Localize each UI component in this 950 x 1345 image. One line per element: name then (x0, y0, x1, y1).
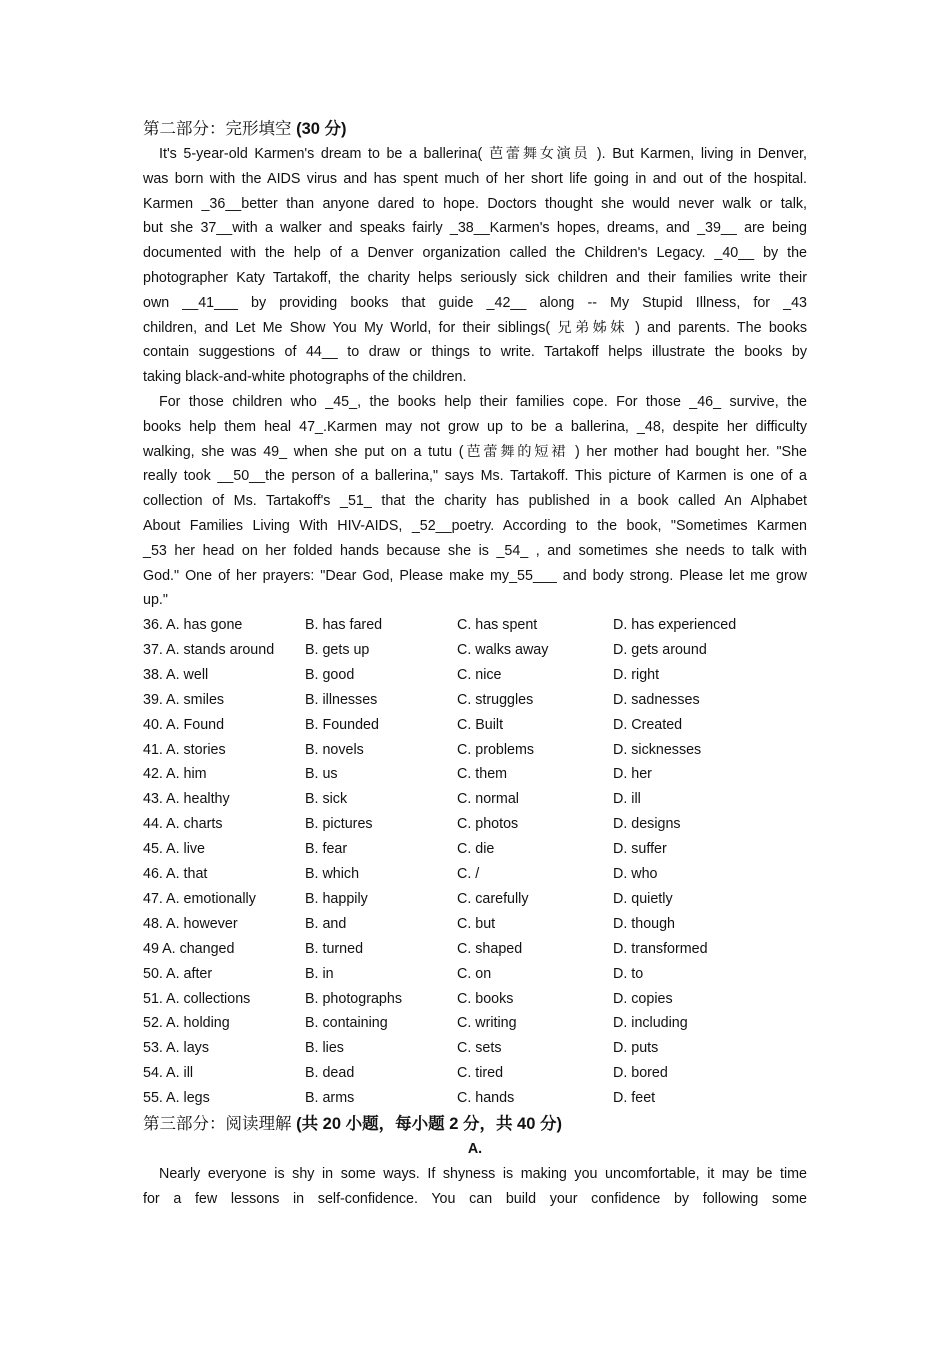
passage-line: Karmen _36__better than anyone dared to hope. Doctors thought she would never walk or talk, (143, 195, 807, 212)
option-d: D. puts (613, 1040, 659, 1057)
question-row (143, 688, 807, 713)
option-a: 36. A. has gone (143, 617, 243, 634)
option-d: D. sadnesses (613, 691, 700, 708)
option-d: D. feet (613, 1090, 656, 1107)
passage-line: _53 her head on her folded hands because she is _54_ , and sometimes she needs to talk with (143, 542, 807, 559)
question-row (143, 862, 807, 887)
passage-line: contain suggestions of 44__ to draw or things to write. Tartakoff helps illustrate the books by (143, 344, 807, 361)
option-b: B. happily (305, 890, 368, 907)
option-a: 43. A. healthy (143, 791, 230, 808)
option-b: B. dead (305, 1065, 355, 1082)
passage-line: but she 37__with a walker and speaks fairly _38__Karmen's hopes, dreams, and _39__ are being (143, 220, 807, 237)
option-b: B. lies (305, 1040, 344, 1057)
option-b: B. illnesses (305, 691, 378, 708)
option-b: B. novels (305, 741, 364, 758)
passage-line: God." One of her prayers: "Dear God, Please make my_55___ and body strong. Please let me grow (143, 567, 807, 584)
passage-line: Nearly everyone is shy in some ways. If shyness is making you uncomfortable, it may be time (159, 1165, 807, 1182)
option-d: D. suffer (613, 841, 667, 858)
option-b: B. and (305, 915, 347, 932)
option-b: B. turned (305, 940, 364, 957)
option-c: C. normal (457, 791, 519, 808)
option-c: C. books (457, 990, 514, 1007)
passage-line: For those children who _45_, the books help their families cope. For those _46_ survive, the (159, 393, 807, 410)
option-a: 44. A. charts (143, 816, 223, 833)
option-a: 46. A. that (143, 866, 208, 883)
exam-page (143, 116, 807, 1212)
option-b: B. Founded (305, 716, 379, 733)
option-b: B. photographs (305, 990, 402, 1007)
option-c: C. Built (457, 716, 504, 733)
option-d: D. ill (613, 791, 641, 808)
option-c: C. tired (457, 1065, 504, 1082)
part3-title-cn: 第三部分：阅读理解 (143, 1114, 292, 1133)
option-a: 54. A. ill (143, 1065, 194, 1082)
question-row (143, 887, 807, 912)
passage-line: children, and Let Me Show You My World, for their siblings( 兄弟姊妹 ) and parents. The books (143, 319, 807, 336)
question-row (143, 987, 807, 1012)
question-row (143, 713, 807, 738)
reading-passage (143, 1162, 807, 1212)
passage-line: About Families Living With HIV-AIDS, _52__poetry. According to the book, "Sometimes Karmen (143, 517, 807, 534)
option-a: 47. A. emotionally (143, 890, 256, 907)
option-c: C. nice (457, 666, 502, 683)
option-b: B. in (305, 965, 334, 982)
option-c: C. has spent (457, 617, 538, 634)
passage-line: really took __50__the person of a ballerina," says Ms. Tartakoff. This picture of Karmen is one of a (143, 468, 807, 485)
option-a: 39. A. smiles (143, 691, 225, 708)
option-a: 51. A. collections (143, 990, 251, 1007)
question-row (143, 937, 807, 962)
passage-line: walking, she was 49_ when she put on a tutu (芭蕾舞的短裙 ) her mother had bought her. "She (143, 443, 807, 460)
option-d: D. her (613, 766, 652, 783)
option-b: B. fear (305, 841, 348, 858)
option-c: C. but (457, 915, 496, 932)
option-d: D. to (613, 965, 644, 982)
option-c: C. photos (457, 816, 519, 833)
option-d: D. quietly (613, 890, 673, 907)
question-row (143, 1086, 807, 1111)
option-a: 55. A. legs (143, 1090, 210, 1107)
option-d: D. gets around (613, 642, 707, 659)
question-row (143, 1036, 807, 1061)
option-c: C. struggles (457, 691, 534, 708)
option-b: B. good (305, 666, 355, 683)
question-row (143, 1061, 807, 1086)
option-b: B. has fared (305, 617, 383, 634)
question-row (143, 912, 807, 937)
option-a: 38. A. well (143, 666, 209, 683)
passage-line: up." (143, 592, 168, 609)
option-a: 52. A. holding (143, 1015, 230, 1032)
question-row (143, 738, 807, 763)
option-c: C. writing (457, 1015, 517, 1032)
option-d: D. transformed (613, 940, 708, 957)
option-a: 42. A. him (143, 766, 207, 783)
part2-title-score: (30 分) (296, 120, 347, 138)
passage-line: own __41___ by providing books that guide _42__ along -- My Stupid Illness, for _43 (143, 294, 807, 311)
option-d: D. designs (613, 816, 681, 833)
passage-line: photographer Katy Tartakoff, the charity helps seriously sick children and their families write their (143, 269, 807, 286)
option-d: D. right (613, 666, 660, 683)
question-row (143, 663, 807, 688)
option-c: C. them (457, 766, 508, 783)
question-row (143, 787, 807, 812)
option-a: 45. A. live (143, 841, 205, 858)
passage-line: for a few lessons in self-confidence. You can build your confidence by following some (143, 1190, 807, 1207)
option-a: 48. A. however (143, 915, 238, 932)
passage-line: was born with the AIDS virus and has spent much of her short life going in and out of the hospital. (143, 170, 807, 187)
passage-line: It's 5-year-old Karmen's dream to be a ballerina( 芭蕾舞女演员 ). But Karmen, living in Denver, (159, 146, 807, 162)
option-c: C. die (457, 841, 495, 858)
question-row (143, 962, 807, 987)
question-row (143, 837, 807, 862)
option-a: 49 A. changed (143, 940, 235, 957)
option-a: 40. A. Found (143, 716, 225, 733)
option-c: C. on (457, 965, 492, 982)
option-c: C. / (457, 866, 480, 883)
option-c: C. sets (457, 1040, 502, 1057)
option-a: 37. A. stands around (143, 642, 275, 659)
cloze-passage (143, 142, 807, 613)
option-d: D. Created (613, 716, 683, 733)
part2-title-cn: 第二部分：完形填空 (143, 120, 292, 138)
option-c: C. carefully (457, 890, 529, 907)
option-b: B. which (305, 866, 360, 883)
option-b: B. us (305, 766, 338, 783)
part3-title (143, 1111, 807, 1137)
option-b: B. sick (305, 791, 348, 808)
option-a: 53. A. lays (143, 1040, 209, 1057)
question-row (143, 762, 807, 787)
option-d: D. who (613, 866, 658, 883)
option-d: D. including (613, 1015, 688, 1032)
passage-line: collection of Ms. Tartakoff's _51_ that the charity has published in a book called An Alphabet (143, 493, 807, 510)
option-c: C. hands (457, 1090, 515, 1107)
question-row (143, 812, 807, 837)
reading-section-label: A. (467, 1140, 483, 1157)
option-d: D. has experienced (613, 617, 737, 634)
part3-title-detail: (共 20 小题，每小题 2 分，共 40 分) (296, 1114, 562, 1133)
option-b: B. gets up (305, 642, 370, 659)
question-row (143, 1011, 807, 1036)
question-row (143, 638, 807, 663)
option-d: D. bored (613, 1065, 668, 1082)
option-b: B. pictures (305, 816, 373, 833)
question-row (143, 613, 807, 638)
option-c: C. problems (457, 741, 535, 758)
passage-line: taking black-and-white photographs of the children. (143, 369, 467, 386)
passage-line: documented with the help of a Denver organization called the Children's Legacy. _40__ by the (143, 245, 807, 262)
option-b: B. arms (305, 1090, 355, 1107)
option-c: C. shaped (457, 940, 523, 957)
option-d: D. sicknesses (613, 741, 702, 758)
option-a: 41. A. stories (143, 741, 226, 758)
option-b: B. containing (305, 1015, 388, 1032)
option-a: 50. A. after (143, 965, 213, 982)
answer-options (143, 613, 807, 1111)
part2-title (143, 116, 807, 142)
passage-line: books help them heal 47_.Karmen may not grow up to be a ballerina, _48, despite her difficulty (143, 418, 807, 435)
option-d: D. though (613, 915, 675, 932)
option-d: D. copies (613, 990, 673, 1007)
option-c: C. walks away (457, 642, 549, 659)
